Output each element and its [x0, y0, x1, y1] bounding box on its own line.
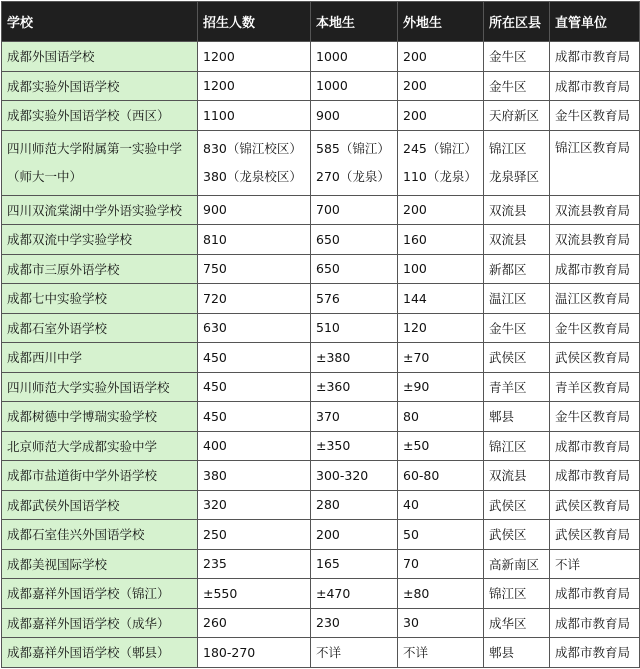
local-cell: 230 — [311, 608, 398, 638]
local-cell: ±360 — [311, 372, 398, 402]
table-header-row — [2, 2, 640, 42]
total-cell: 810 — [198, 225, 311, 255]
school-cell: 成都树德中学博瑞实验学校 — [2, 402, 198, 432]
total-cell: 1200 — [198, 42, 311, 72]
table-row — [2, 343, 640, 373]
school-cell: 成都外国语学校 — [2, 42, 198, 72]
table-row — [2, 608, 640, 638]
total-cell: 320 — [198, 490, 311, 520]
total-cell: 450 — [198, 372, 311, 402]
local-cell — [311, 130, 398, 195]
table-row — [2, 520, 640, 550]
total-cell: 180-270 — [198, 638, 311, 668]
total-cell: 400 — [198, 431, 311, 461]
district-cell: 金牛区 — [484, 313, 550, 343]
school-cell: 成都市盐道街中学外语学校 — [2, 461, 198, 491]
local-cell: 不详 — [311, 638, 398, 668]
nonlocal-cell — [398, 130, 484, 195]
local-line-2: 270（龙泉） — [316, 168, 390, 184]
nonlocal-cell: 200 — [398, 101, 484, 131]
authority-cell: 成都市教育局 — [550, 638, 640, 668]
authority-cell: 温江区教育局 — [550, 284, 640, 314]
table-row — [2, 579, 640, 609]
local-cell: 576 — [311, 284, 398, 314]
header-authority: 直管单位 — [550, 2, 640, 42]
nonlocal-cell: 70 — [398, 549, 484, 579]
district-cell: 双流县 — [484, 461, 550, 491]
total-cell: 260 — [198, 608, 311, 638]
nonlocal-cell: 120 — [398, 313, 484, 343]
authority-cell: 金牛区教育局 — [550, 402, 640, 432]
district-cell: 锦江区 — [484, 431, 550, 461]
authority-cell: 成都市教育局 — [550, 254, 640, 284]
header-nonlocal: 外地生 — [398, 2, 484, 42]
school-cell: 成都石室外语学校 — [2, 313, 198, 343]
table-row — [2, 225, 640, 255]
local-cell: 165 — [311, 549, 398, 579]
nonlocal-line-2: 110（龙泉） — [403, 168, 477, 184]
local-cell: 300-320 — [311, 461, 398, 491]
school-cell: 成都实验外国语学校 — [2, 71, 198, 101]
authority-cell: 青羊区教育局 — [550, 372, 640, 402]
authority-cell: 成都市教育局 — [550, 608, 640, 638]
header-school: 学校 — [2, 2, 198, 42]
district-cell: 金牛区 — [484, 71, 550, 101]
local-cell: 1000 — [311, 42, 398, 72]
nonlocal-cell: 200 — [398, 42, 484, 72]
authority-cell: 武侯区教育局 — [550, 490, 640, 520]
total-cell: 235 — [198, 549, 311, 579]
district-cell: 新都区 — [484, 254, 550, 284]
table-row — [2, 71, 640, 101]
total-cell: 450 — [198, 402, 311, 432]
local-cell: ±350 — [311, 431, 398, 461]
table-row — [2, 402, 640, 432]
nonlocal-cell: 80 — [398, 402, 484, 432]
nonlocal-cell: ±80 — [398, 579, 484, 609]
school-line-2: （师大一中） — [7, 168, 83, 184]
school-line-1: 四川师范大学附属第一实验中学 — [7, 140, 183, 156]
district-cell — [484, 130, 550, 195]
nonlocal-cell: 144 — [398, 284, 484, 314]
table-row — [2, 42, 640, 72]
nonlocal-cell: 160 — [398, 225, 484, 255]
district-cell: 温江区 — [484, 284, 550, 314]
table-row — [2, 195, 640, 225]
authority-cell: 双流县教育局 — [550, 195, 640, 225]
total-cell: 450 — [198, 343, 311, 373]
nonlocal-cell: 不详 — [398, 638, 484, 668]
authority-cell: 成都市教育局 — [550, 42, 640, 72]
school-cell: 四川双流棠湖中学外语实验学校 — [2, 195, 198, 225]
authority-cell: 成都市教育局 — [550, 461, 640, 491]
nonlocal-cell: 30 — [398, 608, 484, 638]
district-line-2: 龙泉驿区 — [489, 168, 540, 184]
school-cell: 成都美视国际学校 — [2, 549, 198, 579]
table-row — [2, 372, 640, 402]
total-line-1: 830（锦江校区） — [203, 140, 302, 156]
district-cell: 双流县 — [484, 195, 550, 225]
nonlocal-cell: 50 — [398, 520, 484, 550]
local-cell: ±380 — [311, 343, 398, 373]
local-cell: 650 — [311, 254, 398, 284]
district-cell: 金牛区 — [484, 42, 550, 72]
total-cell: 1100 — [198, 101, 311, 131]
table-row — [2, 549, 640, 579]
nonlocal-cell: 100 — [398, 254, 484, 284]
local-cell: 1000 — [311, 71, 398, 101]
district-cell: 双流县 — [484, 225, 550, 255]
local-line-1: 585（锦江） — [316, 140, 390, 156]
local-cell: 650 — [311, 225, 398, 255]
authority-line-1: 锦江区教育局 — [555, 139, 631, 155]
local-cell: 700 — [311, 195, 398, 225]
authority-cell: 成都市教育局 — [550, 71, 640, 101]
total-cell: 720 — [198, 284, 311, 314]
nonlocal-cell: 200 — [398, 195, 484, 225]
authority-cell: 双流县教育局 — [550, 225, 640, 255]
school-cell: 成都武侯外国语学校 — [2, 490, 198, 520]
school-cell: 成都石室佳兴外国语学校 — [2, 520, 198, 550]
header-total: 招生人数 — [198, 2, 311, 42]
school-cell: 成都实验外国语学校（西区） — [2, 101, 198, 131]
total-cell: 1200 — [198, 71, 311, 101]
total-cell: 900 — [198, 195, 311, 225]
authority-cell: 成都市教育局 — [550, 431, 640, 461]
authority-cell: 金牛区教育局 — [550, 313, 640, 343]
total-cell: 380 — [198, 461, 311, 491]
enrollment-table — [1, 1, 640, 668]
nonlocal-line-1: 245（锦江） — [403, 140, 477, 156]
nonlocal-cell: ±70 — [398, 343, 484, 373]
local-cell: 510 — [311, 313, 398, 343]
authority-cell: 武侯区教育局 — [550, 343, 640, 373]
district-cell: 成华区 — [484, 608, 550, 638]
district-cell: 武侯区 — [484, 520, 550, 550]
table-row — [2, 431, 640, 461]
nonlocal-cell: ±90 — [398, 372, 484, 402]
school-cell — [2, 130, 198, 195]
authority-cell: 不详 — [550, 549, 640, 579]
school-cell: 成都市三原外语学校 — [2, 254, 198, 284]
authority-cell: 金牛区教育局 — [550, 101, 640, 131]
school-cell: 四川师范大学实验外国语学校 — [2, 372, 198, 402]
district-cell: 青羊区 — [484, 372, 550, 402]
authority-cell: 武侯区教育局 — [550, 520, 640, 550]
table-row — [2, 461, 640, 491]
district-cell: 郫县 — [484, 638, 550, 668]
nonlocal-cell: 60-80 — [398, 461, 484, 491]
total-cell — [198, 130, 311, 195]
authority-cell — [550, 130, 640, 195]
total-cell: 630 — [198, 313, 311, 343]
header-local: 本地生 — [311, 2, 398, 42]
school-cell: 成都七中实验学校 — [2, 284, 198, 314]
table-body — [2, 42, 640, 668]
district-cell: 高新南区 — [484, 549, 550, 579]
local-cell: ±470 — [311, 579, 398, 609]
school-cell: 成都嘉祥外国语学校（锦江） — [2, 579, 198, 609]
school-cell: 成都双流中学实验学校 — [2, 225, 198, 255]
table-row — [2, 638, 640, 668]
total-cell: 250 — [198, 520, 311, 550]
local-cell: 370 — [311, 402, 398, 432]
district-cell: 武侯区 — [484, 490, 550, 520]
header-district: 所在区县 — [484, 2, 550, 42]
local-cell: 280 — [311, 490, 398, 520]
nonlocal-cell: 200 — [398, 71, 484, 101]
total-cell: ±550 — [198, 579, 311, 609]
table-row — [2, 101, 640, 131]
nonlocal-cell: ±50 — [398, 431, 484, 461]
table-row — [2, 284, 640, 314]
school-cell: 成都西川中学 — [2, 343, 198, 373]
total-cell: 750 — [198, 254, 311, 284]
local-cell: 200 — [311, 520, 398, 550]
total-line-2: 380（龙泉校区） — [203, 168, 302, 184]
table-row — [2, 254, 640, 284]
nonlocal-cell: 40 — [398, 490, 484, 520]
table-row — [2, 490, 640, 520]
school-cell: 成都嘉祥外国语学校（成华） — [2, 608, 198, 638]
district-line-1: 锦江区 — [489, 140, 527, 156]
school-cell: 北京师范大学成都实验中学 — [2, 431, 198, 461]
table-row — [2, 313, 640, 343]
school-cell: 成都嘉祥外国语学校（郫县） — [2, 638, 198, 668]
district-cell: 锦江区 — [484, 579, 550, 609]
authority-cell: 成都市教育局 — [550, 579, 640, 609]
district-cell: 郫县 — [484, 402, 550, 432]
district-cell: 武侯区 — [484, 343, 550, 373]
district-cell: 天府新区 — [484, 101, 550, 131]
table-row-two-line — [2, 130, 640, 195]
local-cell: 900 — [311, 101, 398, 131]
